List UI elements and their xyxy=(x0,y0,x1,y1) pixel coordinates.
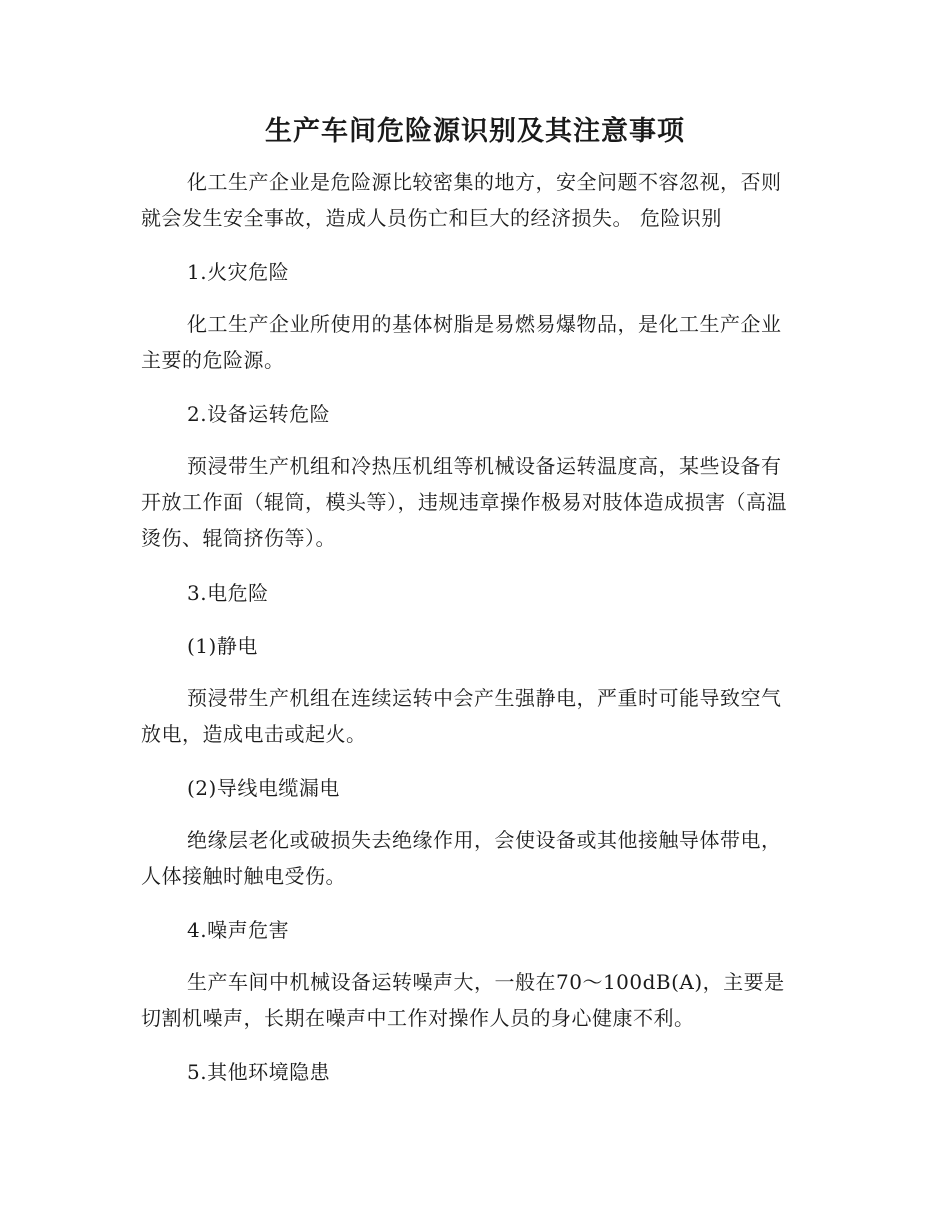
section-heading-noise: 4.噪声危害 xyxy=(187,918,290,942)
subsection-heading-leakage: (2)导线电缆漏电 xyxy=(187,776,340,800)
section-body-equipment: 预浸带生产机组和冷热压机组等机械设备运转温度高，某些设备有开放工作面（辊筒，模头等），违规违章操作极易对肢体造成损害（高温烫伤、辊筒挤伤等）。 xyxy=(141,454,787,550)
section-heading-other: 5.其他环境隐患 xyxy=(187,1060,331,1084)
section-heading-equipment: 2.设备运转危险 xyxy=(187,402,331,426)
document-title: 生产车间危险源识别及其注意事项 xyxy=(265,116,685,147)
section-heading-fire: 1.火灾危险 xyxy=(187,260,290,284)
section-heading-electric: 3.电危险 xyxy=(187,581,269,605)
subsection-body-static: 预浸带生产机组在连续运转中会产生强静电，严重时可能导致空气放电，造成电击或起火。 xyxy=(141,686,782,746)
intro-paragraph: 化工生产企业是危险源比较密集的地方，安全问题不容忽视，否则就会发生安全事故，造成人员伤亡和巨大的经济损失。 危险识别 xyxy=(141,170,782,230)
section-body-fire: 化工生产企业所使用的基体树脂是易燃易爆物品，是化工生产企业主要的危险源。 xyxy=(141,312,782,372)
subsection-body-leakage: 绝缘层老化或破损失去绝缘作用，会使设备或其他接触导体带电，人体接触时触电受伤。 xyxy=(141,828,782,888)
subsection-heading-static: (1)静电 xyxy=(187,634,258,658)
section-body-noise: 生产车间中机械设备运转噪声大，一般在70～100dB(A)，主要是切割机噪声，长期在噪声中工作对操作人员的身心健康不利。 xyxy=(141,970,785,1030)
